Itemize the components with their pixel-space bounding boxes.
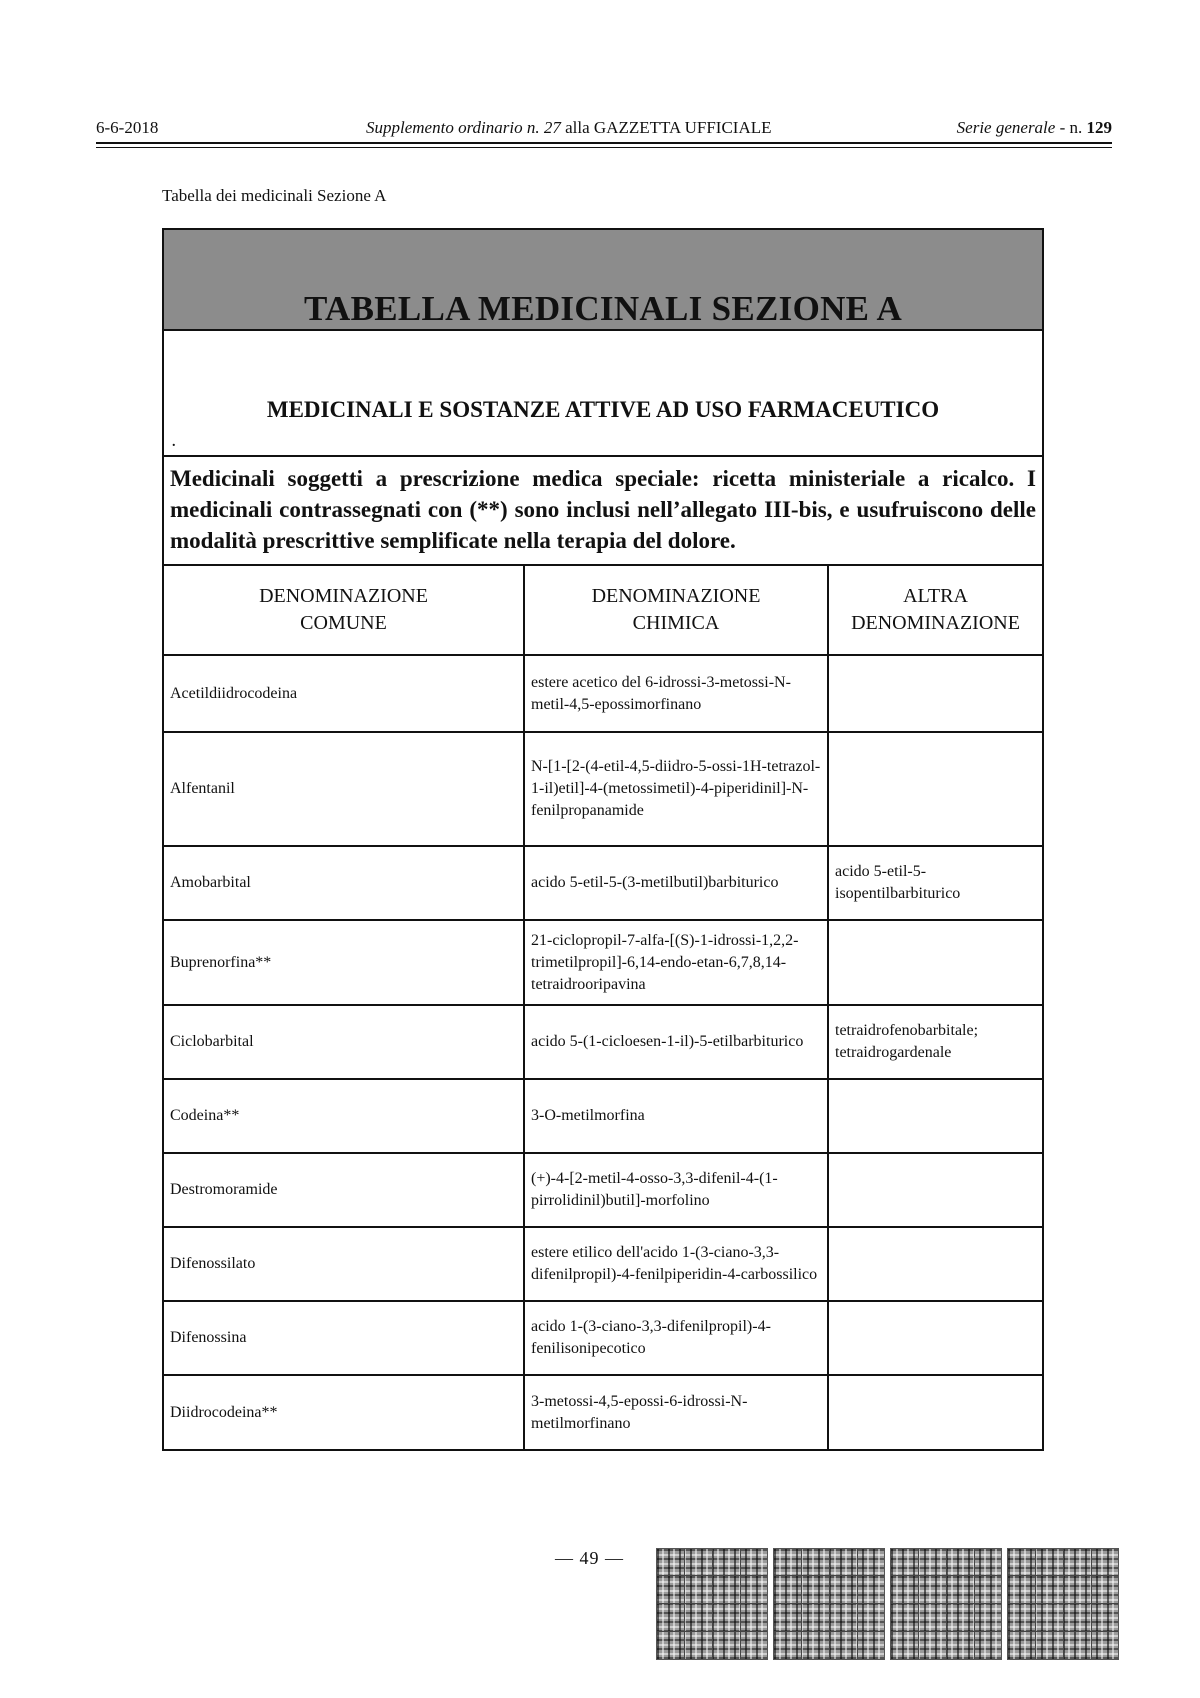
column-header-chemical-line2: CHIMICA xyxy=(632,612,720,634)
table-row xyxy=(164,1079,1042,1153)
medicines-table xyxy=(162,228,1044,1451)
cell-common: Difenossilato xyxy=(164,1227,524,1301)
table-row xyxy=(164,732,1042,846)
cell-chemical: N-[1-[2-(4-etil-4,5-diidro-5-ossi-1H-tetrazol-1-il)etil]-4-(metossimetil)-4-piperidinil]-N-fenilpropanamide xyxy=(524,732,828,846)
table-row xyxy=(164,1153,1042,1227)
table-intro: Medicinali soggetti a prescrizione medica speciale: ricetta ministeriale a ricalco. I medicinali contrassegnati con (**) sono inclusi nell’allegato III-bis, e usufruiscono delle modalità prescrittive semplificate nella terapia del dolore. xyxy=(164,457,1042,566)
cell-chemical: 3-O-metilmorfina xyxy=(524,1079,828,1153)
cell-other xyxy=(828,1227,1042,1301)
table-caption: Tabella dei medicinali Sezione A xyxy=(162,186,387,205)
header-number: 129 xyxy=(1086,118,1112,137)
cell-chemical: 3-metossi-4,5-epossi-6-idrossi-N-metilmorfinano xyxy=(524,1375,828,1449)
table-row xyxy=(164,920,1042,1005)
cell-common: Amobarbital xyxy=(164,846,524,920)
table-row xyxy=(164,1227,1042,1301)
cell-common: Destromoramide xyxy=(164,1153,524,1227)
cell-other: tetraidrofenobarbitale; tetraidrogardenale xyxy=(828,1005,1042,1079)
cell-chemical: estere etilico dell'acido 1-(3-ciano-3,3-difenilpropil)-4-fenilpiperidin-4-carbossilico xyxy=(524,1227,828,1301)
header-rule-thick xyxy=(96,142,1112,144)
header-series xyxy=(957,118,1112,138)
header-rule-thin xyxy=(96,147,1112,148)
cell-chemical: estere acetico del 6-idrossi-3-metossi-N-metil-4,5-epossimorfinano xyxy=(524,655,828,732)
cell-common: Codeina** xyxy=(164,1079,524,1153)
table-subtitle: MEDICINALI E SOSTANZE ATTIVE AD USO FARMACEUTICO xyxy=(266,397,940,422)
medicines-grid xyxy=(164,566,1042,1449)
column-header-common-line2: COMUNE xyxy=(300,612,387,634)
column-header-other-line1: ALTRA xyxy=(903,585,968,607)
cell-common: Ciclobarbital xyxy=(164,1005,524,1079)
column-header-common-line1: DENOMINAZIONE xyxy=(259,585,428,607)
column-header-other-line2: DENOMINAZIONE xyxy=(851,612,1020,634)
cell-common: Alfentanil xyxy=(164,732,524,846)
datamatrix-code-2 xyxy=(773,1548,885,1660)
page-number: — 49 — xyxy=(555,1548,624,1568)
cell-common: Difenossina xyxy=(164,1301,524,1375)
cell-other xyxy=(828,1375,1042,1449)
header-series-label: Serie generale xyxy=(956,118,1056,137)
cell-common: Buprenorfina** xyxy=(164,920,524,1005)
header-gazette: alla GAZZETTA UFFICIALE xyxy=(560,118,772,137)
column-header-chemical-line1: DENOMINAZIONE xyxy=(591,585,761,607)
header-date: 6-6-2018 xyxy=(96,118,159,137)
cell-common: Diidrocodeina** xyxy=(164,1375,524,1449)
table-row xyxy=(164,1375,1042,1449)
table-row xyxy=(164,1005,1042,1079)
column-header-chemical xyxy=(524,566,828,655)
cell-other xyxy=(828,920,1042,1005)
column-header-other xyxy=(828,566,1042,655)
table-subtitle-band xyxy=(164,331,1042,457)
cell-chemical: 21-ciclopropil-7-alfa-[(S)-1-idrossi-1,2,2-trimetilpropil]-6,14-endo-etan-6,7,8,14-tetraidrooripavina xyxy=(524,920,828,1005)
cell-chemical: acido 5-etil-5-(3-metilbutil)barbiturico xyxy=(524,846,828,920)
table-title: TABELLA MEDICINALI SEZIONE A xyxy=(303,289,903,328)
cell-other xyxy=(828,1301,1042,1375)
cell-chemical: acido 5-(1-cicloesen-1-il)-5-etilbarbiturico xyxy=(524,1005,828,1079)
table-row xyxy=(164,655,1042,732)
cell-common: Acetildiidrocodeina xyxy=(164,655,524,732)
cell-other: acido 5-etil-5-isopentilbarbiturico xyxy=(828,846,1042,920)
cell-other xyxy=(828,732,1042,846)
cell-other xyxy=(828,655,1042,732)
datamatrix-code-1 xyxy=(656,1548,768,1660)
cell-chemical: acido 1-(3-ciano-3,3-difenilpropil)-4-fenilisonipecotico xyxy=(524,1301,828,1375)
datamatrix-code-4 xyxy=(1007,1548,1119,1660)
table-title-band xyxy=(164,230,1042,331)
table-row xyxy=(164,846,1042,920)
cell-chemical: (+)-4-[2-metil-4-osso-3,3-difenil-4-(1-pirrolidinil)butil]-morfolino xyxy=(524,1153,828,1227)
column-header-common xyxy=(164,566,524,655)
header-supplement: Supplemento ordinario n. 27 xyxy=(366,118,561,137)
page-header xyxy=(96,114,1112,142)
datamatrix-code-3 xyxy=(890,1548,1002,1660)
table-row xyxy=(164,1301,1042,1375)
cell-other xyxy=(828,1079,1042,1153)
header-number-prefix: - n. xyxy=(1055,118,1087,137)
column-header-row xyxy=(164,566,1042,655)
cell-other xyxy=(828,1153,1042,1227)
header-publication xyxy=(366,118,772,138)
subtitle-mark: . xyxy=(172,435,176,450)
